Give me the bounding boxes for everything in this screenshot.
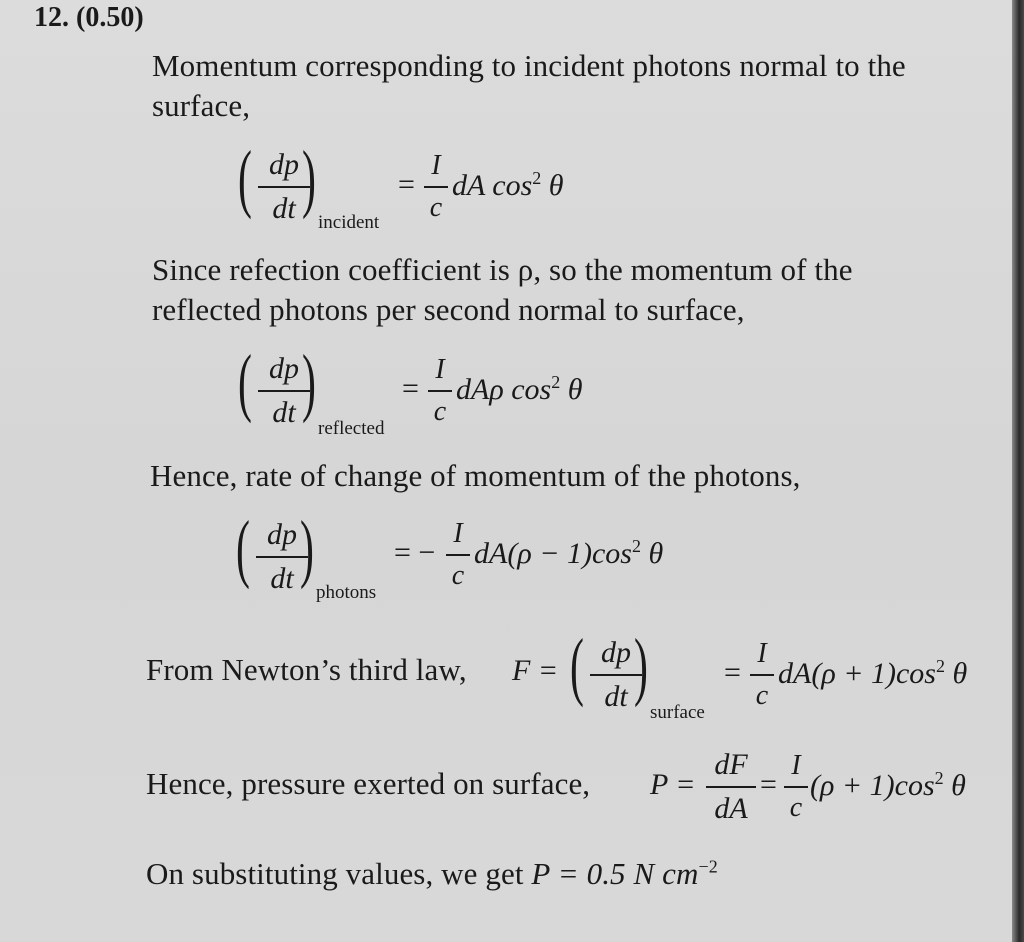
left-paren: ( — [238, 136, 252, 220]
rhs-reflected: dAρ $\cos^2 \theta$ — [456, 372, 583, 406]
rhs-pressure: $(\rho + 1)\cos^2$ θ — [810, 768, 966, 802]
text-line-2: surface, — [152, 88, 251, 123]
left-paren: ( — [570, 624, 584, 708]
text-line-6: From Newton’s third law, — [146, 652, 467, 687]
subscript-reflected: reflected — [318, 418, 385, 439]
text-line-4: reflected photons per second normal to surface, — [152, 292, 745, 327]
rhs-incident: dA $\cos^2 \theta$ — [452, 168, 564, 202]
fraction-I-c: I c — [750, 638, 774, 712]
left-paren: ( — [238, 340, 252, 424]
equals-minus: = − — [394, 536, 436, 569]
pressure-equals: P = — [650, 768, 696, 801]
page-edge — [1012, 0, 1024, 942]
equals-sign: = — [398, 168, 415, 201]
fraction-dp-dt: dp dt — [258, 352, 310, 430]
question-number: 12. (0.50) — [34, 2, 144, 33]
fraction-dp-dt: dp dt — [590, 636, 642, 714]
equals-sign: = — [724, 656, 741, 689]
force-equals: F = — [512, 654, 559, 687]
right-paren: ) — [300, 506, 314, 590]
rhs-force: $dA(\rho + 1)\cos^2$ θ — [778, 656, 968, 690]
subscript-photons: photons — [316, 582, 377, 603]
subscript-incident: incident — [318, 212, 380, 233]
final-exponent: −2 — [698, 856, 718, 877]
final-result: P = 0.5 N cm — [531, 856, 699, 891]
fraction-I-c: I c — [446, 518, 470, 592]
subscript-surface: surface — [650, 702, 705, 723]
equals-sign: = — [402, 372, 419, 405]
fraction-I-c: I c — [424, 150, 448, 224]
right-paren: ) — [302, 136, 316, 220]
right-paren: ) — [302, 340, 316, 424]
rhs-photons: $dA(\rho - 1)\cos^2$ θ — [474, 536, 664, 570]
fraction-I-c: I c — [428, 354, 452, 428]
fraction-dF-dA: dF dA — [706, 748, 756, 826]
equals-sign: = — [760, 768, 777, 801]
text-line-3: Since refection coefficient is ρ, so the momentum of the — [152, 252, 853, 287]
text-line-1: Momentum corresponding to incident photons normal to the — [152, 48, 906, 83]
text-line-5: Hence, rate of change of momentum of the photons, — [150, 458, 801, 493]
fraction-dp-dt: dp dt — [258, 148, 310, 226]
right-paren: ) — [634, 624, 648, 708]
fraction-dp-dt: dp dt — [256, 518, 308, 596]
fraction-I-c: I c — [784, 750, 808, 824]
left-paren: ( — [236, 506, 250, 590]
text-line-8: On substituting values, we get P = 0.5 N $cm^{-2}$ — [146, 856, 718, 891]
text-line-7: Hence, pressure exerted on surface, — [146, 766, 591, 801]
